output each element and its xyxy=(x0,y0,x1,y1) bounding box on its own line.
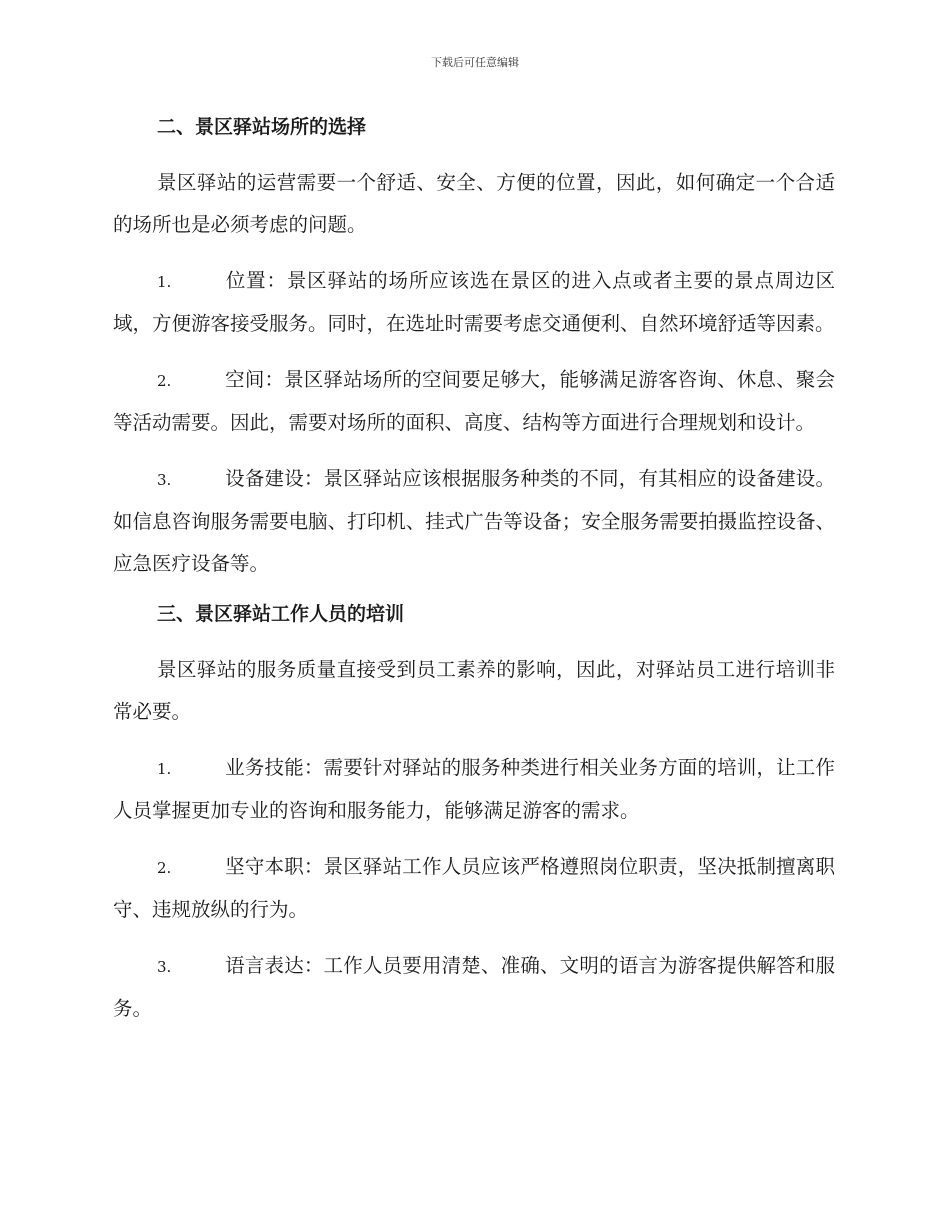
header-note: 下载后可任意编辑 xyxy=(431,56,519,69)
list-item-number: 1. xyxy=(157,273,172,291)
list-item-number: 2. xyxy=(157,859,172,877)
list-item xyxy=(113,945,835,1030)
document-body xyxy=(113,112,835,1044)
list-item-text: 语言表达：工作人员要用清楚、准确、文明的语言为游客提供解答和服务。 xyxy=(113,954,835,1020)
list-item-number: 1. xyxy=(157,760,172,778)
list-item-text: 业务技能：需要针对驿站的服务种类进行相关业务方面的培训，让工作人员掌握更加专业的咨询和服务能力，能够满足游客的需求。 xyxy=(113,756,835,822)
section-intro-paragraph: 景区驿站的运营需要一个舒适、安全、方便的位置，因此，如何确定一个合适的场所也是必须考虑的问题。 xyxy=(113,171,835,236)
list-item xyxy=(113,359,835,444)
section-heading-site-selection: 二、景区驿站场所的选择 xyxy=(157,116,367,138)
list-item-text: 设备建设：景区驿站应该根据服务种类的不同，有其相应的设备建设。如信息咨询服务需要电脑、打印机、挂式广告等设备；安全服务需要拍摄监控设备、应急医疗设备等。 xyxy=(113,467,835,575)
list-item-text: 坚守本职：景区驿站工作人员应该严格遵照岗位职责，坚决抵制擅离职守、违规放纵的行为。 xyxy=(113,855,835,921)
list-item-text: 位置：景区驿站的场所应该选在景区的进入点或者主要的景点周边区域，方便游客接受服务。同时，在选址时需要考虑交通便利、自然环境舒适等因素。 xyxy=(113,269,835,335)
list-item xyxy=(113,260,835,345)
section-heading-staff-training: 三、景区驿站工作人员的培训 xyxy=(157,603,405,625)
list-item-text: 空间：景区驿站场所的空间要足够大，能够满足游客咨询、休息、聚会等活动需要。因此，需要对场所的面积、高度、结构等方面进行合理规划和设计。 xyxy=(113,368,835,434)
section-intro-paragraph: 景区驿站的服务质量直接受到员工素养的影响，因此，对驿站员工进行培训非常必要。 xyxy=(113,658,835,723)
list-item xyxy=(113,846,835,931)
list-item xyxy=(113,458,835,585)
list-item xyxy=(113,747,835,832)
list-item-number: 3. xyxy=(157,958,172,976)
list-item-number: 2. xyxy=(157,372,172,390)
list-item-number: 3. xyxy=(157,471,172,489)
